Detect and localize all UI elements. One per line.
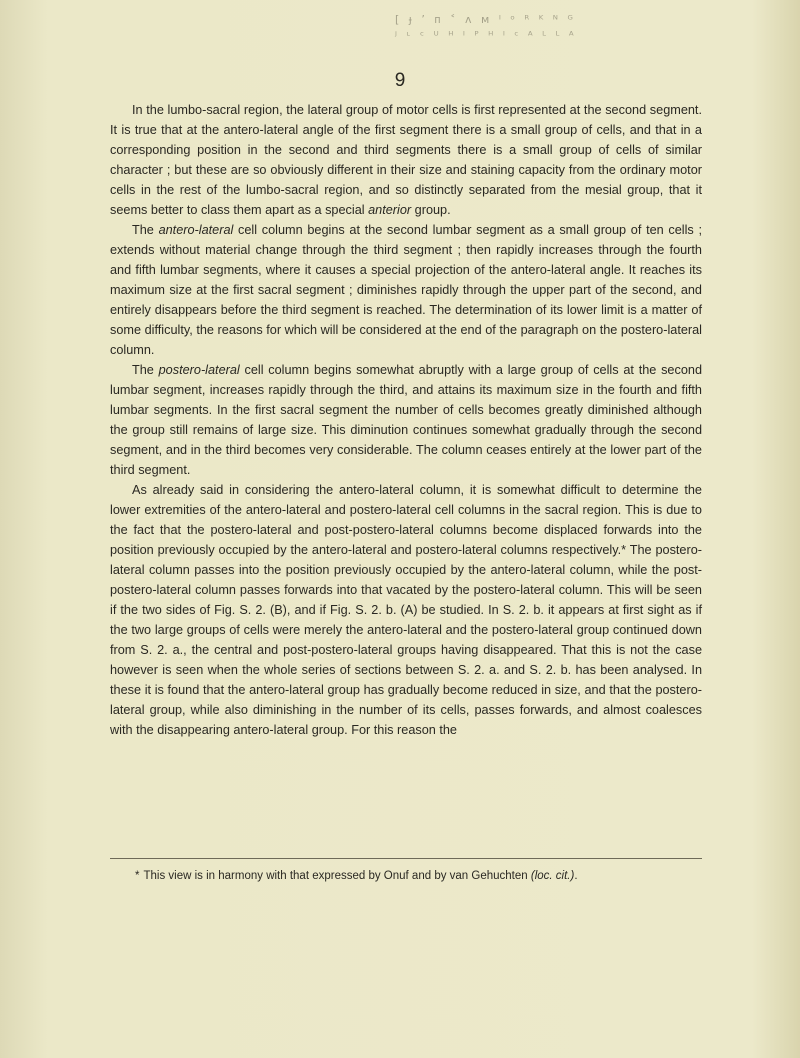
footnote-mark: * bbox=[135, 870, 140, 882]
italic-term: antero-lateral bbox=[158, 223, 234, 237]
paragraph-text-start: The bbox=[132, 223, 159, 237]
body-text bbox=[110, 100, 702, 740]
footnote bbox=[135, 868, 705, 884]
italic-term: postero-lateral bbox=[158, 363, 240, 377]
paragraph-text: As already said in considering the antero-lateral column, it is somewhat difficult to determine the lower extremities of the antero-lateral and postero-lateral cell columns in the sacral region. This is due to the fact that the postero-lateral and post-postero-lateral columns become displaced forwards into the position previously occupied by the antero-lateral and postero-lateral columns respectively.* The postero-lateral column passes into the position previously occupied by the antero-lateral column, while the post-postero-lateral column passes forwards into that vacated by the postero-lateral column. This will be seen if the two sides of Fig. S. 2. (B), and if Fig. S. 2. b. (A) be studied. In S. 2. b. it appears at first sight as if the two large groups of cells were merely the antero-lateral and the postero-lateral group continued down from S. 2. a., the central and post-postero-lateral groups having disappeared. That this is not the case however is seen when the whole series of sections between S. 2. a. and S. 2. b. has been analysed. In these it is found that the antero-lateral group has gradually become reduced in size, and that the postero-lateral group, while also diminishing in the number of its cells, passes forwards, and almost coalesces with the disappearing antero-lateral group. For this reason the bbox=[110, 483, 702, 737]
footnote-citation: (loc. cit.) bbox=[530, 870, 575, 882]
paragraph-text-start: The bbox=[132, 363, 159, 377]
paragraph-text: In the lumbo-sacral region, the lateral group of motor cells is first represented at the second segment. It is true that at the antero-lateral angle of the first segment there is a small group of cells, and that in a corresponding position in the second and third segments there is a small group of cells of similar character ; but these are so obviously different in their size and staining capacity from the ordinary motor cells in the rest of the lumbo-sacral region, and so distinctly separated from the mesial group, that it seems better to class them apart as a special bbox=[110, 103, 702, 217]
page-number: 9 bbox=[394, 70, 406, 91]
paragraph-text: cell column begins at the second lumbar segment as a small group of ten cells ; extends without material change through the third segment ; then rapidly increases through the fourth and fifth lumbar segments, where it causes a special projection of the antero-lateral angle. It reaches its maximum size at the first sacral segment ; diminishes rapidly through the upper part of the second, and entirely disappears before the third segment is reached. The determination of its lower limit is a matter of some difficulty, the reasons for which will be considered at the end of the paragraph on the postero-lateral column. bbox=[110, 223, 702, 357]
library-stamp bbox=[395, 12, 635, 48]
paragraph-postero-lateral bbox=[110, 360, 702, 480]
paragraph-text: cell column begins somewhat abruptly with a large group of cells at the second lumbar segment, increases rapidly through the third, and attains its maximum size in the fourth and fifth lumbar segments. In the first sacral segment the number of cells becomes greatly diminished although the group still remains of large size. This diminution continues somewhat gradually through the second segment, and in the third becomes very considerable. The column ceases entirely at the lower part of the third segment. bbox=[110, 363, 702, 477]
stamp-line-2: ʲ ᶫ ᶜ ᵁ ᴴ ᴵ ᴾ ᴴ ᴵ ᶜ ᴬ ᴸ ᴸ ᴬ bbox=[395, 29, 577, 42]
stamp-line-1: [ ɟ ʼ ᴨ ˂ ᴧ ᴍ ᴵ ᵒ ᴿ ᴷ ᴺ ᴳ bbox=[395, 13, 576, 26]
paragraph-lateral-group bbox=[110, 100, 702, 220]
paragraph-text-end: group. bbox=[411, 203, 451, 217]
paragraph-antero-lateral bbox=[110, 220, 702, 360]
footnote-text: This view is in harmony with that expressed by Onuf and by van Gehuchten bbox=[143, 870, 531, 882]
footnote-text-end: . bbox=[574, 870, 578, 882]
italic-term: anterior bbox=[368, 203, 412, 217]
paragraph-lower-extremities bbox=[110, 480, 702, 740]
footnote-divider bbox=[110, 858, 702, 859]
